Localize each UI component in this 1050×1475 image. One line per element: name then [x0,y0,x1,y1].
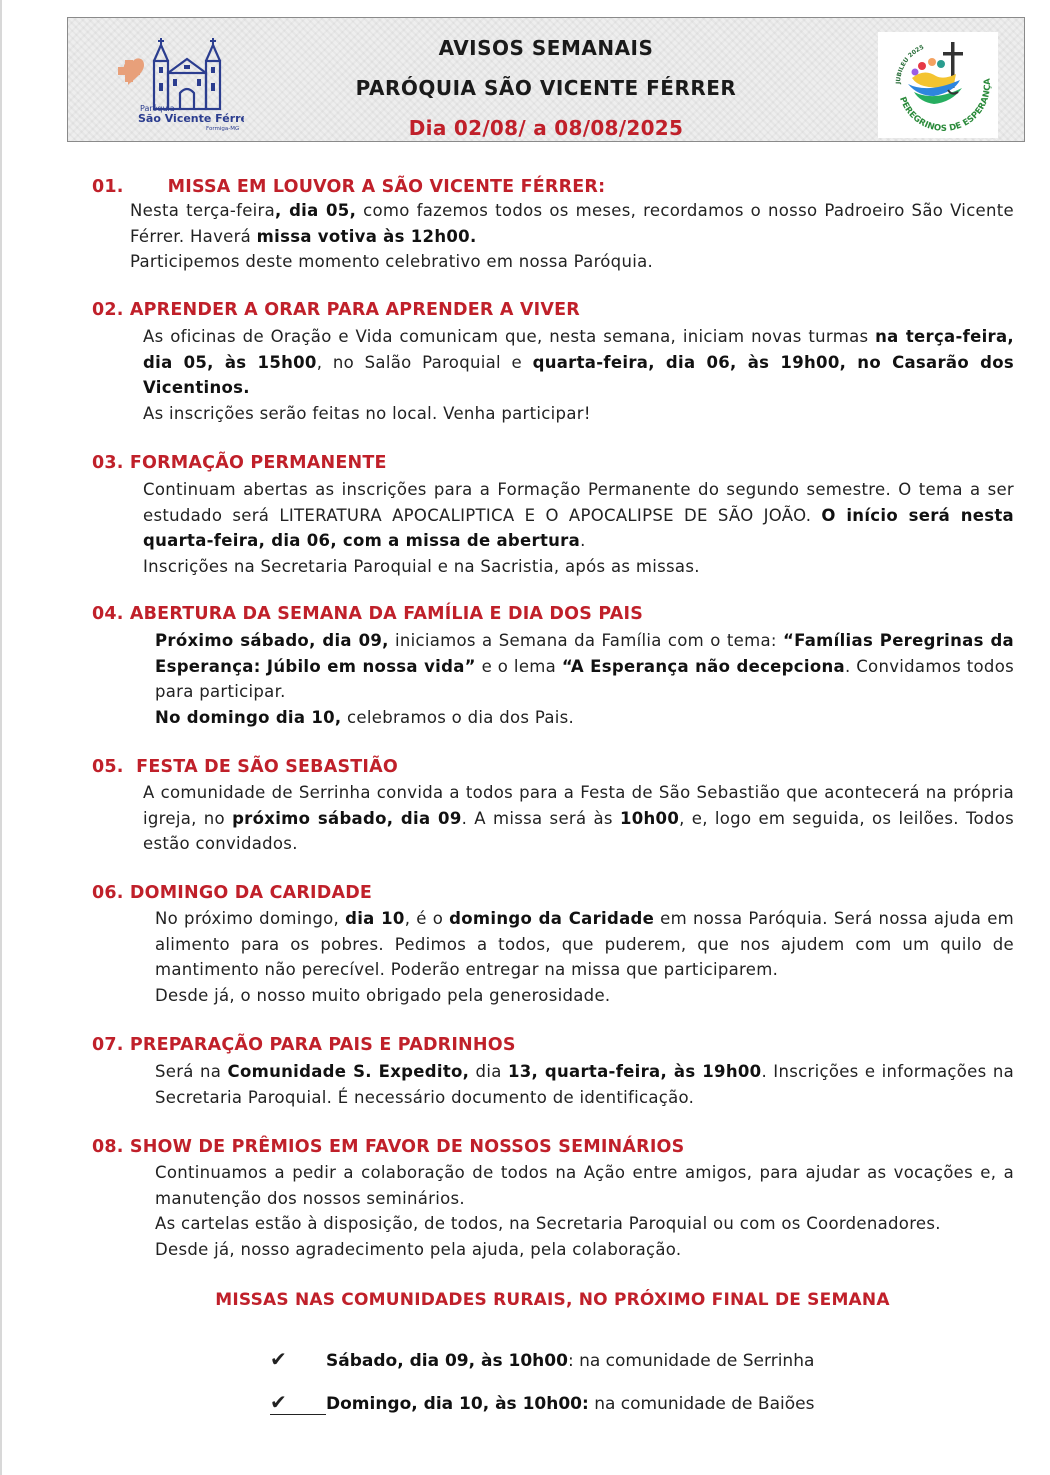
svg-text:PEREGRINOS DE ESPERANÇA: PEREGRINOS DE ESPERANÇA [897,77,993,134]
section-body: A comunidade de Serrinha convida a todos para a Festa de São Sebastião que acontecerá na própria igreja, no próximo sábado, dia 09. A missa será às 10h00, e, logo em seguida, os leilões. Todos estão convidados. [143,783,1014,853]
section-title: 05. FESTA DE SÃO SEBASTIÃO [92,757,398,777]
page-edge [0,0,2,1475]
section-title: 07. PREPARAÇÃO PARA PAIS E PADRINHOS [92,1035,516,1055]
parish-name: PARÓQUIA SÃO VICENTE FÉRRER [355,76,737,100]
section-body: No próximo domingo, dia 10, é o domingo da Caridade em nossa Paróquia. Será nossa ajuda em alimento para os pobres. Pedimos a todos, que puderem, que nos ajudem com um quilo de mantimento não perecível. Poderão entregar na missa que participarem. Desde já, o nosso muito obrigado pela generosidade. [155,909,1015,1005]
notice-title: AVISOS SEMANAIS [438,36,654,60]
rural-masses-title: MISSAS NAS COMUNIDADES RURAIS, NO PRÓXIMO FINAL DE SEMANA [215,1290,890,1310]
rural-mass-item: ✔ Sábado, dia 09, às 10h00: na comunidade de Serrinha [270,1347,815,1371]
section-title: 02. APRENDER A ORAR PARA APRENDER A VIVER [92,300,580,320]
check-icon: ✔ [270,1347,287,1371]
section-title: 03. FORMAÇÃO PERMANENTE [92,453,387,473]
section-body: Continuam abertas as inscrições para a Formação Permanente do segundo semestre. O tema a ser estudado será LITERATURA APOCALIPTICA E O APOCALIPSE DE SÃO JOÃO. O início será nesta quarta-feira, dia 06, com a missa de abertura. Inscrições na Secretaria Paroquial e na Sacristia, após as missas. [143,480,1014,576]
section-title: 01. MISSA EM LOUVOR A SÃO VICENTE FÉRRER: [92,177,606,197]
svg-text:Paróquia: Paróquia [140,104,175,113]
section-title: 04. ABERTURA DA SEMANA DA FAMÍLIA E DIA DOS PAIS [92,604,644,624]
section-title: 06. DOMINGO DA CARIDADE [92,883,373,903]
section-body: Será na Comunidade S. Expedito, dia 13, quarta-feira, às 19h00. Inscrições e informações na Secretaria Paroquial. É necessário documento de identificação. [155,1062,1014,1107]
svg-text:Formiga-MG: Formiga-MG [206,126,240,132]
section-body: As oficinas de Oração e Vida comunicam que, nesta semana, iniciam novas turmas na terça-feira, dia 05, às 15h00, no Salão Paroquial e quarta-feira, dia 06, às 19h00, no Casarão dos Vicentinos. As inscrições serão feitas no local. Venha participar! [143,327,1014,423]
section-body: Próximo sábado, dia 09, iniciamos a Semana da Família com o tema: “Famílias Peregrinas da Esperança: Júbilo em nossa vida” e o lema “A Esperança não decepciona. Convidamos todos para participar. No domingo dia 10, celebramos o dia dos Pais. [155,631,1014,727]
rural-mass-item: ✔ Domingo, dia 10, às 10h00: na comunidade de Baiões [270,1390,815,1414]
check-icon: ✔ [270,1390,326,1415]
section-body: Nesta terça-feira, dia 05, como fazemos todos os meses, recordamos o nosso Padroeiro São Vicente Férrer. Haverá missa votiva às 12h00. Participemos deste momento celebrativo em nossa Paróquia. [130,201,1014,271]
date-range: Dia 02/08/ a 08/08/2025 [408,116,684,140]
header-box [67,17,1025,142]
section-body: Continuamos a pedir a colaboração de todos na Ação entre amigos, para ajudar as vocações e, a manutenção dos nossos seminários. As cartelas estão à disposição, de todos, na Secretaria Paroquial ou com os Coordenadores. Desde já, nosso agradecimento pela ajuda, pela colaboração. [155,1163,1014,1259]
section-title: 08. SHOW DE PRÊMIOS EM FAVOR DE NOSSOS SEMINÁRIOS [92,1137,685,1157]
svg-text:JUBILEU 2025: JUBILEU 2025 [894,43,926,85]
svg-text:São Vicente Férrer: São Vicente Férrer [138,112,244,125]
jubilee-logo [878,32,998,138]
